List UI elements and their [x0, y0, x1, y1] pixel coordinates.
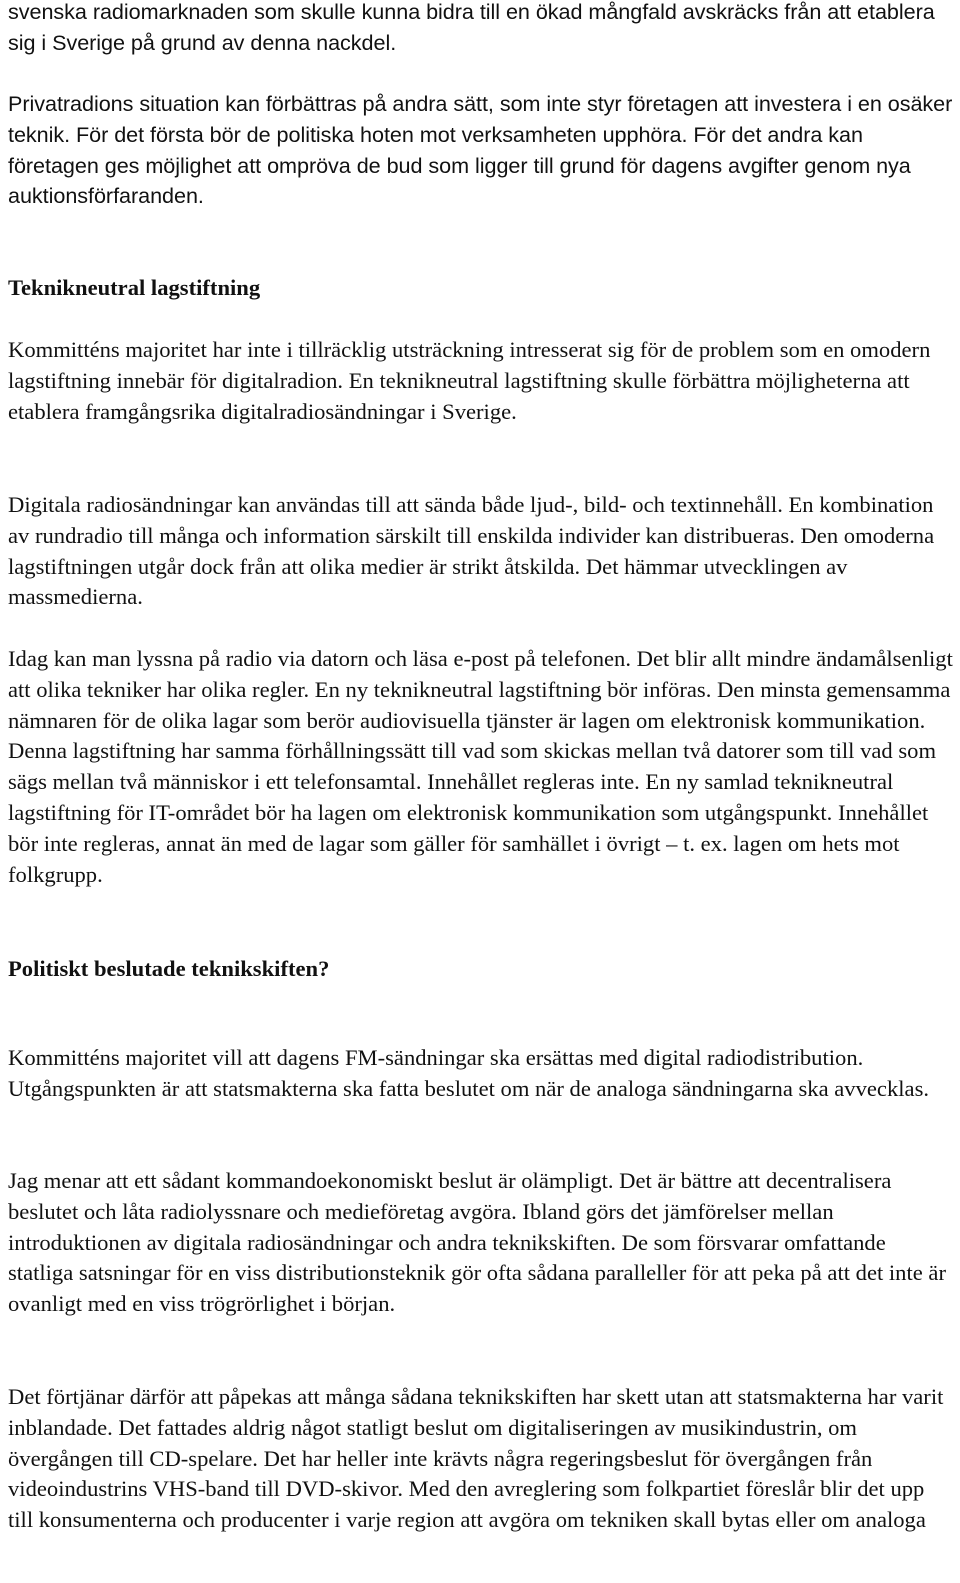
section-heading-politiskt-beslutade-teknikskiften: Politiskt beslutade teknikskiften? — [8, 956, 330, 981]
section-2-paragraph-2: Jag menar att ett sådant kommandoekonomiskt beslut är olämpligt. Det är bättre att decentralisera beslutet och låta radiolyssnare och medieföretag avgöra. Ibland görs det jämförelser mellan introduktionen av digitala radiosändningar och andra teknikskiften. De som försvarar omfattande statliga satsningar för en viss distributionsteknik gör ofta sådana paralleller för att peka på att det inte är ovanligt med en viss trögrörlighet i början. — [8, 1168, 946, 1317]
intro-paragraph-continuation: svenska radiomarknaden som skulle kunna bidra till en ökad mångfald avskräcks från att etablera sig i Sverige på grund av denna nackdel. — [8, 0, 935, 55]
section-2-paragraph-3: Det förtjänar därför att påpekas att många sådana teknikskiften har skett utan att statsmakterna har varit inblandade. Det fattades aldrig något statligt beslut om digitaliseringen av musikindustrin, om övergången till CD-spelare. Det har heller inte krävts några regeringsbeslut för övergången från videoindustrins VHS-band till DVD-skivor. Med den avreglering som folkpartiet föreslår blir det upp till konsumenterna och producenter i varje region att avgöra om tekniken skall bytas eller om analoga — [8, 1384, 944, 1533]
section-2-paragraph-1: Kommitténs majoritet vill att dagens FM-sändningar ska ersättas med digital radiodistribution. Utgångspunkten är att statsmakterna ska fatta beslutet om när de analoga sändningarna ska avvecklas. — [8, 1045, 930, 1101]
section-1-paragraph-1: Kommitténs majoritet har inte i tillräcklig utsträckning intresserat sig för de problem som en omodern lagstiftning innebär för digitalradion. En teknikneutral lagstiftning skulle förbättra möjligheterna att etablera framgångsrika digitalradiosändningar i Sverige. — [8, 337, 931, 424]
section-1-paragraph-2: Digitala radiosändningar kan användas till att sända både ljud-, bild- och textinnehåll. En kombination av rundradio till många och information särskilt till enskilda individer kan distribueras. Den omoderna lagstiftningen utgår dock från att olika medier är strikt åtskilda. Det hämmar utvecklingen av massmedierna. — [8, 492, 935, 610]
section-heading-teknikneutral-lagstiftning: Teknikneutral lagstiftning — [8, 275, 261, 300]
intro-paragraph-privatradio: Privatradions situation kan förbättras på andra sätt, som inte styr företagen att investera i en osäker teknik. För det första bör de politiska hoten mot verksamheten upphöra. För det andra kan företagen ges möjlighet att ompröva de bud som ligger till grund för dagens avgifter genom nya auktionsförfaranden. — [8, 91, 953, 209]
section-1-paragraph-3: Idag kan man lyssna på radio via datorn och läsa e-post på telefonen. Det blir allt mindre ändamålsenligt att olika tekniker har olika regler. En ny teknikneutral lagstiftning bör införas. Den minsta gemensamma nämnaren för de olika lagar som berör audiovisuella tjänster är lagen om elektronisk kommunikation. Denna lagstiftning har samma förhållningssätt till vad som skickas mellan två datorer som till vad som sägs mellan två människor i ett telefonsamtal. Innehållet regleras inte. En ny samlad teknikneutral lagstiftning för IT-området bör ha lagen om elektronisk kommunikation som utgångspunkt. Innehållet bör inte regleras, annat än med de lagar som gäller för samhället i övrigt – t. ex. lagen om hets mot folkgrupp. — [8, 646, 953, 887]
